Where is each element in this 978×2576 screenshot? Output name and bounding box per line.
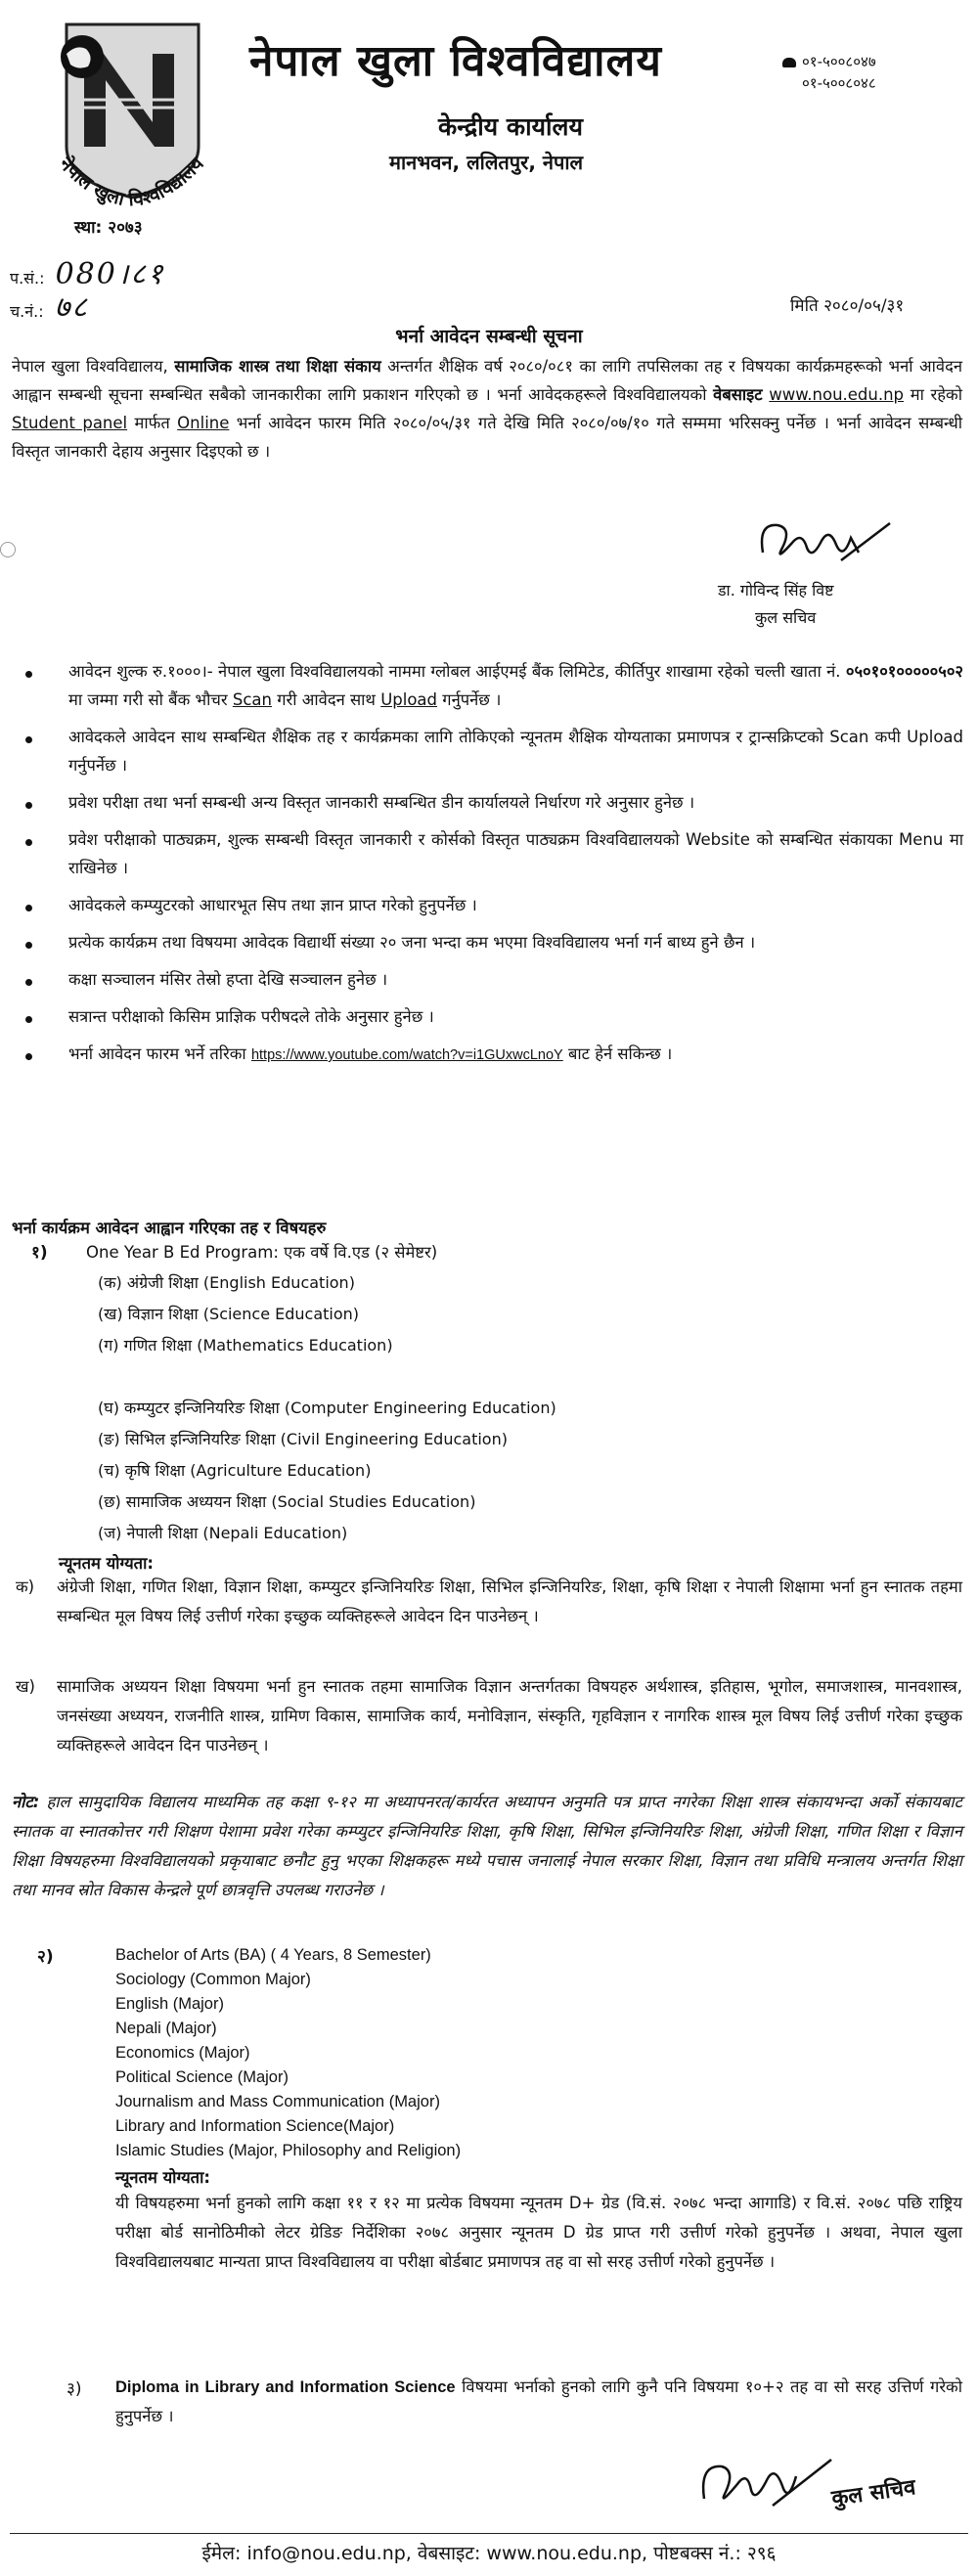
faculty-name: सामाजिक शास्त्र तथा शिक्षा संकाय <box>174 357 381 376</box>
footer-contact: ईमेल: info@nou.edu.np, वेबसाइट: www.nou.edu.np, पोष्टबक्स नं.: २९६ <box>201 2543 777 2564</box>
ba-subject-item: Islamic Studies (Major, Philosophy and Religion) <box>115 2142 462 2159</box>
min-qualification-heading: न्यूनतम योग्यता: <box>59 1554 154 1573</box>
fee-text-1: आवेदन शुल्क रु.१०००।- नेपाल खुला विश्वविद्यालयको नाममा ग्लोबल आईएमई बैंक लिमिटेड, कीर्तिपुर शाखामा रहेको चल्ती खाता नं. <box>68 662 846 681</box>
ba-subject-item: Nepali (Major) <box>115 2020 217 2037</box>
closing-title: कुल सचिव <box>829 2475 917 2511</box>
fee-text-2: मा जम्मा गरी सो बैंक भौचर <box>68 690 233 709</box>
university-logo <box>37 10 223 244</box>
qual-a-label: क) <box>16 1577 35 1596</box>
ba-min-qualification-heading: न्यूनतम योग्यता: <box>115 2168 210 2187</box>
program-3-paragraph <box>115 2373 962 2431</box>
intro-text-2: अन्तर्गत शैक्षिक वर्ष २०८०/०८१ का लागि तपसिलका तह र विषयका कार्यक्रमहरूको भर्ना आवेदन आह्वान सम्बन्धी सूचना सम्बन्धित सबैको जानकारीका लागि प्रकाशन गरिएको छ । भर्ना आवेदकहरूले विश्वविद्यालयको <box>12 357 962 404</box>
notice-title: भर्ना आवेदन सम्बन्धी सूचना <box>395 326 583 347</box>
program-2-title: Bachelor of Arts (BA) ( 4 Years, 8 Semester) <box>115 1946 431 1964</box>
program-2-number: २) <box>37 1947 54 1967</box>
subject-item: (क) अंग्रेजी शिक्षा (English Education) <box>98 1273 355 1292</box>
note-paragraph <box>12 1788 962 1905</box>
cn-value: ७८ <box>54 290 89 325</box>
list-item: सत्रान्त परीक्षाको किसिम प्राज्ञिक परीषदले तोके अनुसार हुनेछ । <box>68 1002 963 1031</box>
program-3-text: विषयमा भर्नाको हुनको लागि कुनै पनि विषयमा १०+२ तह वा सो सरह उत्तिर्ण गरेको हुनुपर्नेछ । <box>115 2377 963 2425</box>
ps-label: प.सं.: <box>10 269 45 288</box>
subject-item: (ख) विज्ञान शिक्षा (Science Education) <box>98 1305 360 1323</box>
list-item <box>68 657 963 714</box>
list-item: प्रवेश परीक्षा तथा भर्ना सम्बन्धी अन्य विस्तृत जानकारी सम्बन्धित डीन कार्यालयले निर्धारण गरे अनुसार हुनेछ । <box>68 788 963 817</box>
fee-text-3: गरी आवेदन साथ <box>271 690 381 709</box>
fee-text-4: गर्नुपर्नेछ । <box>437 690 502 709</box>
ba-subject-item: Journalism and Mass Communication (Major) <box>115 2093 440 2110</box>
phone-numbers <box>782 51 876 94</box>
video-text-1: भर्ना आवेदन फारम भर्ने तरिका <box>68 1044 251 1063</box>
subject-item: (ग) गणित शिक्षा (Mathematics Education) <box>98 1336 393 1355</box>
subject-item: (घ) कम्प्युटर इन्जिनियरिङ शिक्षा (Computer Engineering Education) <box>98 1399 556 1417</box>
subject-item: (छ) सामाजिक अध्ययन शिक्षा (Social Studies Education) <box>98 1492 476 1511</box>
list-item: कक्षा सञ्चालन मंसिर तेस्रो हप्ता देखि सञ्चालन हुनेछ । <box>68 965 963 994</box>
intro-text-5: भर्ना आवेदन फारम मिति २०८०/०५/३१ गते देखि मिति २०८०/०७/१० गते सम्ममा भरिसक्नु पर्नेछ । भर्ना आवेदन सम्बन्धी विस्तृत जानकारी देहाय अनुसार दिइएको छ । <box>12 414 962 461</box>
ba-subject-item: Economics (Major) <box>115 2044 250 2062</box>
cn-label: च.नं.: <box>10 302 44 321</box>
ba-subject-item: Political Science (Major) <box>115 2068 289 2086</box>
notice-date: मिति २०८०/०५/३१ <box>790 296 905 316</box>
student-panel-text: Student panel <box>12 414 128 432</box>
university-name: नेपाल खुला विश्वविद्यालय <box>249 36 662 86</box>
phone-2: ०१-५००८०४८ <box>802 74 876 92</box>
website-word: वेबसाइट <box>713 385 763 404</box>
programs-heading: भर्ना कार्यक्रम आवेदन आह्वान गरिएका तह र विषयहरु <box>12 1219 327 1237</box>
ba-qualification-text: यी विषयहरुमा भर्ना हुनको लागि कक्षा ११ र १२ मा प्रत्येक विषयमा न्यूनतम D+ ग्रेड (वि.सं. २०७८ भन्दा आगाडि) र वि.सं. २०७८ पछि राष्ट्रिय परीक्षा बोर्ड सानोठिमीको लेटर ग्रेडिङ निर्देशिका २०७८ अनुसार न्यूनतम D ग्रेड प्राप्त गरी उत्तीर्ण गरेको हुनुपर्नेछ । अथवा, नेपाल खुला विश्वविद्यालयबाट मान्यता प्राप्त विश्वविद्यालय वा परीक्षा बोर्डबाट प्रमाणपत्र तह वा सो सरह उत्तीर्ण गरेको हुनुपर्नेछ । <box>115 2194 962 2271</box>
logo-arc-text: नेपाल खुला विश्वविद्यालय <box>55 153 208 211</box>
note-label: नोट: <box>12 1793 40 1811</box>
upload-text: Upload <box>380 690 438 709</box>
qual-b-label: ख) <box>16 1677 35 1696</box>
list-item: आवेदकले आवेदन साथ सम्बन्धित शैक्षिक तह र कार्यक्रमका लागि तोकिएको न्यूनतम शैक्षिक योग्यताका प्रमाणपत्र र ट्रान्सक्रिप्टको Scan कपी Upload गर्नुपर्नेछ । <box>68 723 963 779</box>
intro-text-4: मार्फत <box>127 414 178 432</box>
qual-b-text: सामाजिक अध्ययन शिक्षा विषयमा भर्ना हुन स्नातक तहमा सामाजिक विज्ञान अन्तर्गतका विषयहरु अर्थशास्त्र, इतिहास, भूगोल, समाजशास्त्र, मानवशास्त्र, जनसंख्या अध्ययन, राजनीति शास्त्र, ग्रामिण विकास, सामाजिक कार्य, मनोविज्ञान, संस्कृति, गृहविज्ञान र नागरिक शास्त्र मूल विषय लिई उत्तीर्ण गरेका इच्छुक व्यक्तिहरूले आवेदन दिन पाउनेछन् । <box>57 1677 962 1754</box>
program-1-number: १) <box>31 1243 48 1263</box>
ba-subject-item: Library and Information Science(Major) <box>115 2117 395 2135</box>
punch-hole-mark <box>0 542 16 557</box>
subject-item: (ङ) सिभिल इन्जिनियरिङ शिक्षा (Civil Engineering Education) <box>98 1430 508 1448</box>
instruction-list <box>68 657 963 1079</box>
website-link[interactable]: www.nou.edu.np <box>769 385 905 404</box>
signature-2 <box>694 2445 841 2523</box>
office-name: केन्द्रीय कार्यालय <box>438 112 583 141</box>
signer-name: डा. गोविन्द सिंह विष्ट <box>718 581 834 600</box>
qual-a-text: अंग्रेजी शिक्षा, गणित शिक्षा, विज्ञान शिक्षा, कम्प्युटर इन्जिनियरिङ शिक्षा, सिभिल इन्जिनियरिङ, शिक्षा, कृषि शिक्षा र नेपाली शिक्षामा भर्ना हुन स्नातक तहमा सम्बन्धित मूल विषय लिई उत्तीर्ण गरेका इच्छुक व्यक्तिहरूले आवेदन दिन पाउनेछन् । <box>57 1577 962 1625</box>
intro-paragraph <box>12 352 962 466</box>
program-1-title: One Year B Ed Program: एक वर्षे वि.एड (२ सेमेष्टर) <box>86 1243 438 1262</box>
scan-text: Scan <box>232 690 272 709</box>
established-year: स्था: २०७३ <box>74 218 143 238</box>
online-text: Online <box>177 414 230 432</box>
note-text: हाल सामुदायिक विद्यालय माध्यमिक तह कक्षा ९-१२ मा अध्यापनरत/कार्यरत अध्यापन अनुमति पत्र प्राप्त नगरेका शिक्षा शास्त्र संकायभन्दा अर्को संकायबाट स्नातक वा स्नातकोत्तर गरी शिक्षण पेशामा प्रवेश गरेका कम्प्युटर इन्जिनियरिङ शिक्षा, कृषि शिक्षा, सिभिल इन्जिनियरिङ शिक्षा, अंग्रेजी शिक्षा, गणित शिक्षा र विज्ञान शिक्षा विषयहरुमा विश्वविद्यालयको प्रकृयाबाट छनौट हुनु भएका शिक्षकहरू मध्ये पचास जनालाई नेपाल सरकार शिक्षा, विज्ञान तथा प्रविधि मन्त्रालय अन्तर्गत शिक्षा तथा मानव स्रोत विकास केन्द्रले पूर्ण छात्रवृत्ति उपलब्ध गराउनेछ । <box>12 1793 962 1899</box>
ba-subject-item: Sociology (Common Major) <box>115 1971 311 1988</box>
footer-divider <box>10 2533 968 2534</box>
ba-subject-item: English (Major) <box>115 1995 224 2013</box>
office-address: मानभवन, ललितपुर, नेपाल <box>389 151 584 174</box>
subject-item: (ज) नेपाली शिक्षा (Nepali Education) <box>98 1524 348 1542</box>
subject-item: (च) कृषि शिक्षा (Agriculture Education) <box>98 1461 372 1480</box>
account-number: ०५०१०१०००००५०२ <box>845 662 963 681</box>
video-text-2: बाट हेर्न सकिन्छ । <box>562 1044 673 1063</box>
ref-cn <box>10 286 89 326</box>
program-3-number: ३) <box>67 2379 82 2399</box>
signature-1 <box>753 513 900 577</box>
telephone-icon <box>782 58 796 67</box>
youtube-link[interactable]: https://www.youtube.com/watch?v=i1GUxwcLnoY <box>250 1047 563 1063</box>
list-item: प्रत्येक कार्यक्रम तथा विषयमा आवेदक विद्यार्थी संख्या २० जना भन्दा कम भएमा विश्वविद्यालय भर्ना गर्न बाध्य हुने छैन । <box>68 928 963 956</box>
list-item: प्रवेश परीक्षाको पाठ्यक्रम, शुल्क सम्बन्धी विस्तृत जानकारी र कोर्सको विस्तृत पाठ्यक्रम विश्वविद्यालयको Website को सम्बन्धित संकायका Menu मा राखिनेछ । <box>68 825 963 882</box>
program-3-title: Diploma in Library and Information Science <box>115 2378 456 2396</box>
intro-text-3: मा रहेको <box>904 385 962 404</box>
list-item <box>68 1040 963 1070</box>
phone-1: ०१-५००८०४७ <box>802 53 876 70</box>
signer-title: कुल सचिव <box>755 608 817 627</box>
intro-text-1: नेपाल खुला विश्वविद्यालय, <box>12 357 175 376</box>
ps-value: 080।८१ <box>55 257 165 291</box>
list-item: आवेदकले कम्प्युटरको आधारभूत सिप तथा ज्ञान प्राप्त गरेको हुनुपर्नेछ । <box>68 891 963 919</box>
